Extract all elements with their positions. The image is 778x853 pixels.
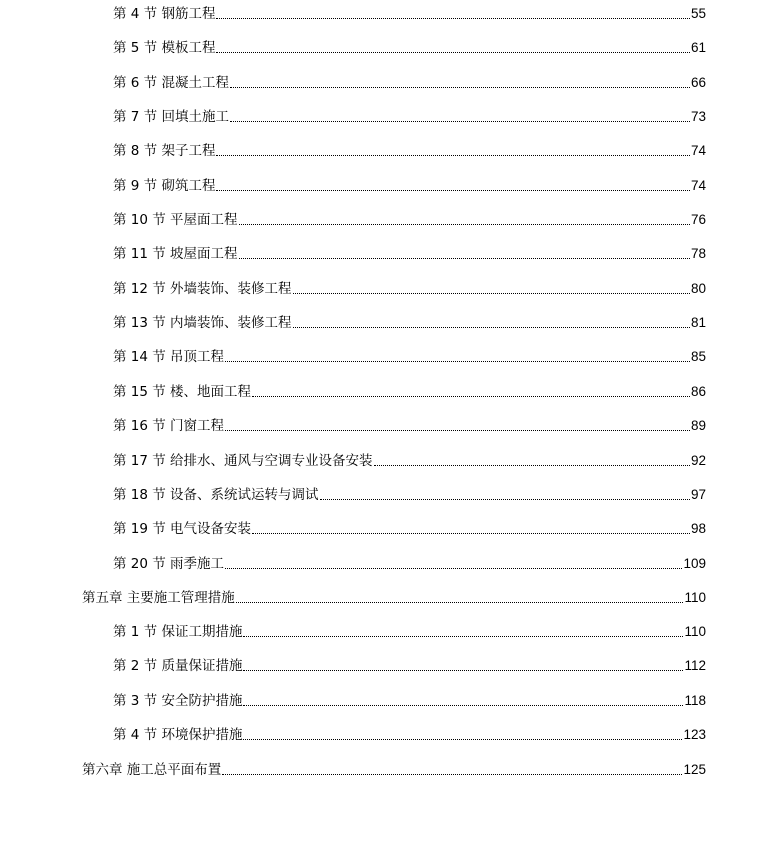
toc-chapter-entry[interactable] xyxy=(82,760,706,780)
toc-entry[interactable] xyxy=(113,451,706,471)
toc-page-number: 78 xyxy=(690,246,706,261)
toc-entry[interactable] xyxy=(113,107,706,127)
toc-dot-leader xyxy=(222,773,682,775)
toc-dot-leader xyxy=(225,360,690,362)
toc-page-number: 109 xyxy=(683,556,706,571)
toc-entry-label: 第 4 节 环境保护措施 xyxy=(113,727,243,743)
toc-dot-leader xyxy=(239,223,690,225)
toc-dot-leader xyxy=(252,532,690,534)
toc-entry-label: 第 19 节 电气设备安装 xyxy=(113,521,252,537)
toc-entry[interactable] xyxy=(113,554,706,574)
toc-entry-label: 第 2 节 质量保证措施 xyxy=(113,658,243,674)
toc-dot-leader xyxy=(225,429,690,431)
toc-entry-label: 第 15 节 楼、地面工程 xyxy=(113,384,252,400)
toc-page-number: 76 xyxy=(690,212,706,227)
toc-page-number: 123 xyxy=(683,727,706,742)
toc-entry-label: 第五章 主要施工管理措施 xyxy=(82,590,235,606)
toc-dot-leader xyxy=(243,635,683,637)
toc-page-number: 125 xyxy=(683,762,706,777)
toc-dot-leader xyxy=(374,464,690,466)
toc-page-number: 55 xyxy=(690,6,706,21)
toc-page-number: 74 xyxy=(690,178,706,193)
toc-dot-leader xyxy=(239,257,690,259)
toc-entry-label: 第 3 节 安全防护措施 xyxy=(113,693,243,709)
toc-page-number: 85 xyxy=(690,349,706,364)
toc-entry[interactable] xyxy=(113,244,706,264)
toc-dot-leader xyxy=(216,154,690,156)
toc-entry[interactable] xyxy=(113,73,706,93)
toc-page-number: 110 xyxy=(684,590,706,605)
toc-page-number: 74 xyxy=(690,143,706,158)
toc-page-number: 118 xyxy=(684,693,706,708)
toc-entry-label: 第 18 节 设备、系统试运转与调试 xyxy=(113,487,319,503)
toc-page-number: 81 xyxy=(690,315,706,330)
toc-entry-label: 第 20 节 雨季施工 xyxy=(113,556,225,572)
toc-entry[interactable] xyxy=(113,519,706,539)
toc-page-number: 73 xyxy=(690,109,706,124)
toc-page-number: 61 xyxy=(690,40,706,55)
toc-entry[interactable] xyxy=(113,382,706,402)
toc-dot-leader xyxy=(320,498,690,500)
toc-dot-leader xyxy=(293,292,690,294)
toc-entry-label: 第 14 节 吊顶工程 xyxy=(113,349,225,365)
toc-dot-leader xyxy=(293,326,690,328)
toc-entry[interactable] xyxy=(113,313,706,333)
toc-dot-leader xyxy=(216,189,690,191)
toc-entry[interactable] xyxy=(113,176,706,196)
toc-dot-leader xyxy=(252,395,690,397)
toc-page-number: 89 xyxy=(690,418,706,433)
toc-page-number: 66 xyxy=(690,75,706,90)
toc-entry[interactable] xyxy=(113,622,706,642)
toc-dot-leader xyxy=(225,567,682,569)
toc-entry-label: 第 6 节 混凝土工程 xyxy=(113,75,229,91)
toc-entry-label: 第 5 节 模板工程 xyxy=(113,40,216,56)
toc-entry[interactable] xyxy=(113,416,706,436)
toc-dot-leader xyxy=(216,17,690,19)
toc-chapter-entry[interactable] xyxy=(82,588,706,608)
toc-dot-leader xyxy=(230,120,690,122)
toc-entry[interactable] xyxy=(113,656,706,676)
toc-entry[interactable] xyxy=(113,725,706,745)
toc-entry[interactable] xyxy=(113,691,706,711)
toc-dot-leader xyxy=(230,86,690,88)
toc-dot-leader xyxy=(243,669,683,671)
toc-entry-label: 第 12 节 外墙装饰、装修工程 xyxy=(113,281,292,297)
toc-entry-label: 第 16 节 门窗工程 xyxy=(113,418,225,434)
toc-page-number: 97 xyxy=(690,487,706,502)
toc-entry[interactable] xyxy=(113,485,706,505)
toc-entry-label: 第六章 施工总平面布置 xyxy=(82,762,222,778)
toc-entry-label: 第 1 节 保证工期措施 xyxy=(113,624,243,640)
toc-page-number: 98 xyxy=(690,521,706,536)
toc-entry[interactable] xyxy=(113,141,706,161)
toc-entry-label: 第 10 节 平屋面工程 xyxy=(113,212,238,228)
toc-dot-leader xyxy=(236,601,684,603)
toc-entry-label: 第 8 节 架子工程 xyxy=(113,143,216,159)
toc-entry[interactable] xyxy=(113,4,706,24)
toc-page-number: 80 xyxy=(690,281,706,296)
toc-entry[interactable] xyxy=(113,347,706,367)
toc-page-number: 110 xyxy=(684,624,706,639)
toc-dot-leader xyxy=(216,51,690,53)
toc-entry-label: 第 9 节 砌筑工程 xyxy=(113,178,216,194)
toc-page-number: 92 xyxy=(690,453,706,468)
toc-page-number: 86 xyxy=(690,384,706,399)
toc-entry-label: 第 11 节 坡屋面工程 xyxy=(113,246,238,262)
toc-page-number: 112 xyxy=(684,658,706,673)
toc-dot-leader xyxy=(243,738,682,740)
toc-entry-label: 第 17 节 给排水、通风与空调专业设备安装 xyxy=(113,453,373,469)
toc-entry-label: 第 13 节 内墙装饰、装修工程 xyxy=(113,315,292,331)
toc-entry[interactable] xyxy=(113,279,706,299)
toc-entry-label: 第 7 节 回填土施工 xyxy=(113,109,229,125)
toc-entry-label: 第 4 节 钢筋工程 xyxy=(113,6,216,22)
toc-entry[interactable] xyxy=(113,210,706,230)
toc-dot-leader xyxy=(243,704,683,706)
toc-entry[interactable] xyxy=(113,38,706,58)
